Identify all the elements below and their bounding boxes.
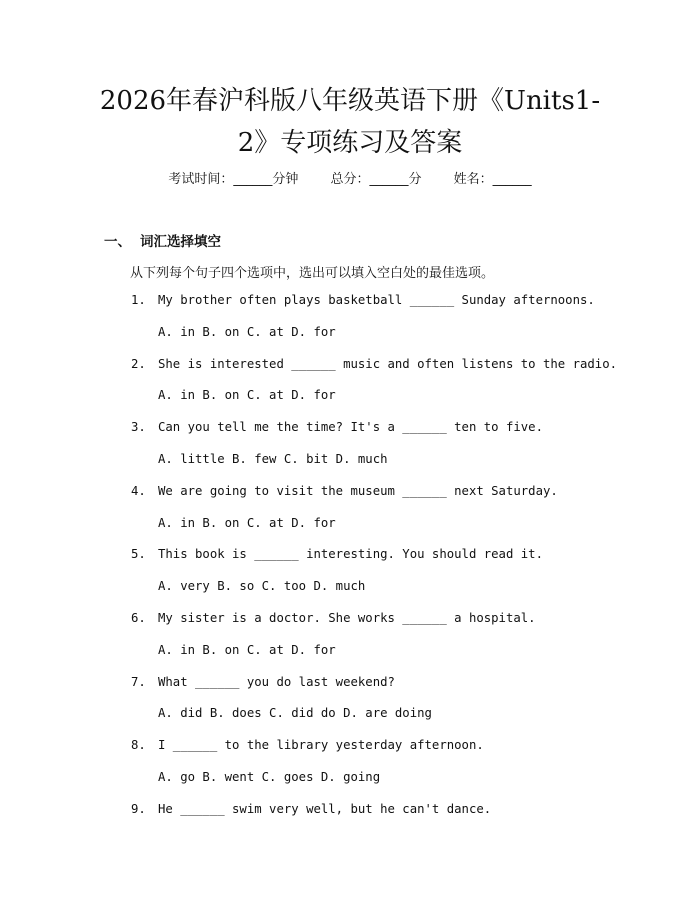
options-text: A. in B. on C. at D. for: [158, 388, 336, 403]
question-number: 2.: [131, 356, 146, 371]
section-instruction: 从下列每个句子四个选项中，选出可以填入空白处的最佳选项。: [130, 266, 495, 281]
options-text: A. little B. few C. bit D. much: [158, 451, 388, 466]
section-title: 词汇选择填空: [140, 234, 221, 250]
question-number: 5.: [131, 547, 146, 562]
section-number: 一、: [104, 234, 131, 250]
question-options: [0, 579, 700, 611]
options-text: A. did B. does C. did do D. are doing: [158, 706, 432, 721]
title-line-1: 2026年春沪科版八年级英语下册《Units1-: [99, 86, 601, 116]
exam-score: 总分：______分: [330, 172, 422, 187]
question-number: 3.: [131, 420, 146, 435]
question-text: I ______ to the library yesterday afternoon.: [158, 738, 484, 753]
question-text: He ______ swim very well, but he can't dance.: [158, 801, 492, 816]
options-text: A. in B. on C. at D. for: [158, 515, 336, 530]
title-line-2: 2》专项练习及答案: [237, 128, 463, 158]
question-text: My brother often plays basketball ______ Sunday afternoons.: [158, 293, 595, 307]
options-text: A. very B. so C. too D. much: [158, 579, 366, 594]
options-text: A. in B. on C. at D. for: [158, 642, 336, 657]
question-item: [0, 611, 700, 643]
question-options: [0, 770, 700, 802]
question-item: [0, 738, 700, 770]
question-text: This book is ______ interesting. You should read it.: [158, 547, 543, 562]
question-number: 8.: [131, 738, 146, 753]
question-list: [0, 293, 700, 834]
question-number: 9.: [131, 801, 146, 816]
question-item: [0, 420, 700, 452]
question-text: Can you tell me the time? It's a ______ ten to five.: [158, 420, 543, 435]
exam-meta: [0, 168, 700, 187]
question-number: 1.: [131, 293, 146, 307]
question-options: [0, 388, 700, 420]
question-number: 4.: [131, 483, 146, 498]
question-number: 6.: [131, 610, 146, 625]
question-item: [0, 802, 700, 834]
question-item: [0, 547, 700, 579]
question-text: We are going to visit the museum ______ next Saturday.: [158, 483, 558, 498]
question-options: [0, 516, 700, 548]
question-options: [0, 706, 700, 738]
question-item: [0, 293, 700, 325]
question-number: 7.: [131, 674, 146, 689]
options-text: A. go B. went C. goes D. going: [158, 769, 381, 784]
document-title: [90, 80, 610, 164]
question-item: [0, 484, 700, 516]
question-options: [0, 452, 700, 484]
question-options: [0, 325, 700, 357]
options-text: A. in B. on C. at D. for: [158, 324, 336, 339]
question-text: What ______ you do last weekend?: [158, 674, 395, 689]
question-item: [0, 357, 700, 389]
question-text: She is interested ______ music and often listens to the radio.: [158, 356, 618, 371]
question-text: My sister is a doctor. She works ______ a hospital.: [158, 610, 536, 625]
exam-name: 姓名：______: [453, 172, 532, 187]
section-heading: [104, 230, 221, 250]
question-item: [0, 675, 700, 707]
exam-time: 考试时间：______分钟: [168, 172, 299, 187]
question-options: [0, 643, 700, 675]
